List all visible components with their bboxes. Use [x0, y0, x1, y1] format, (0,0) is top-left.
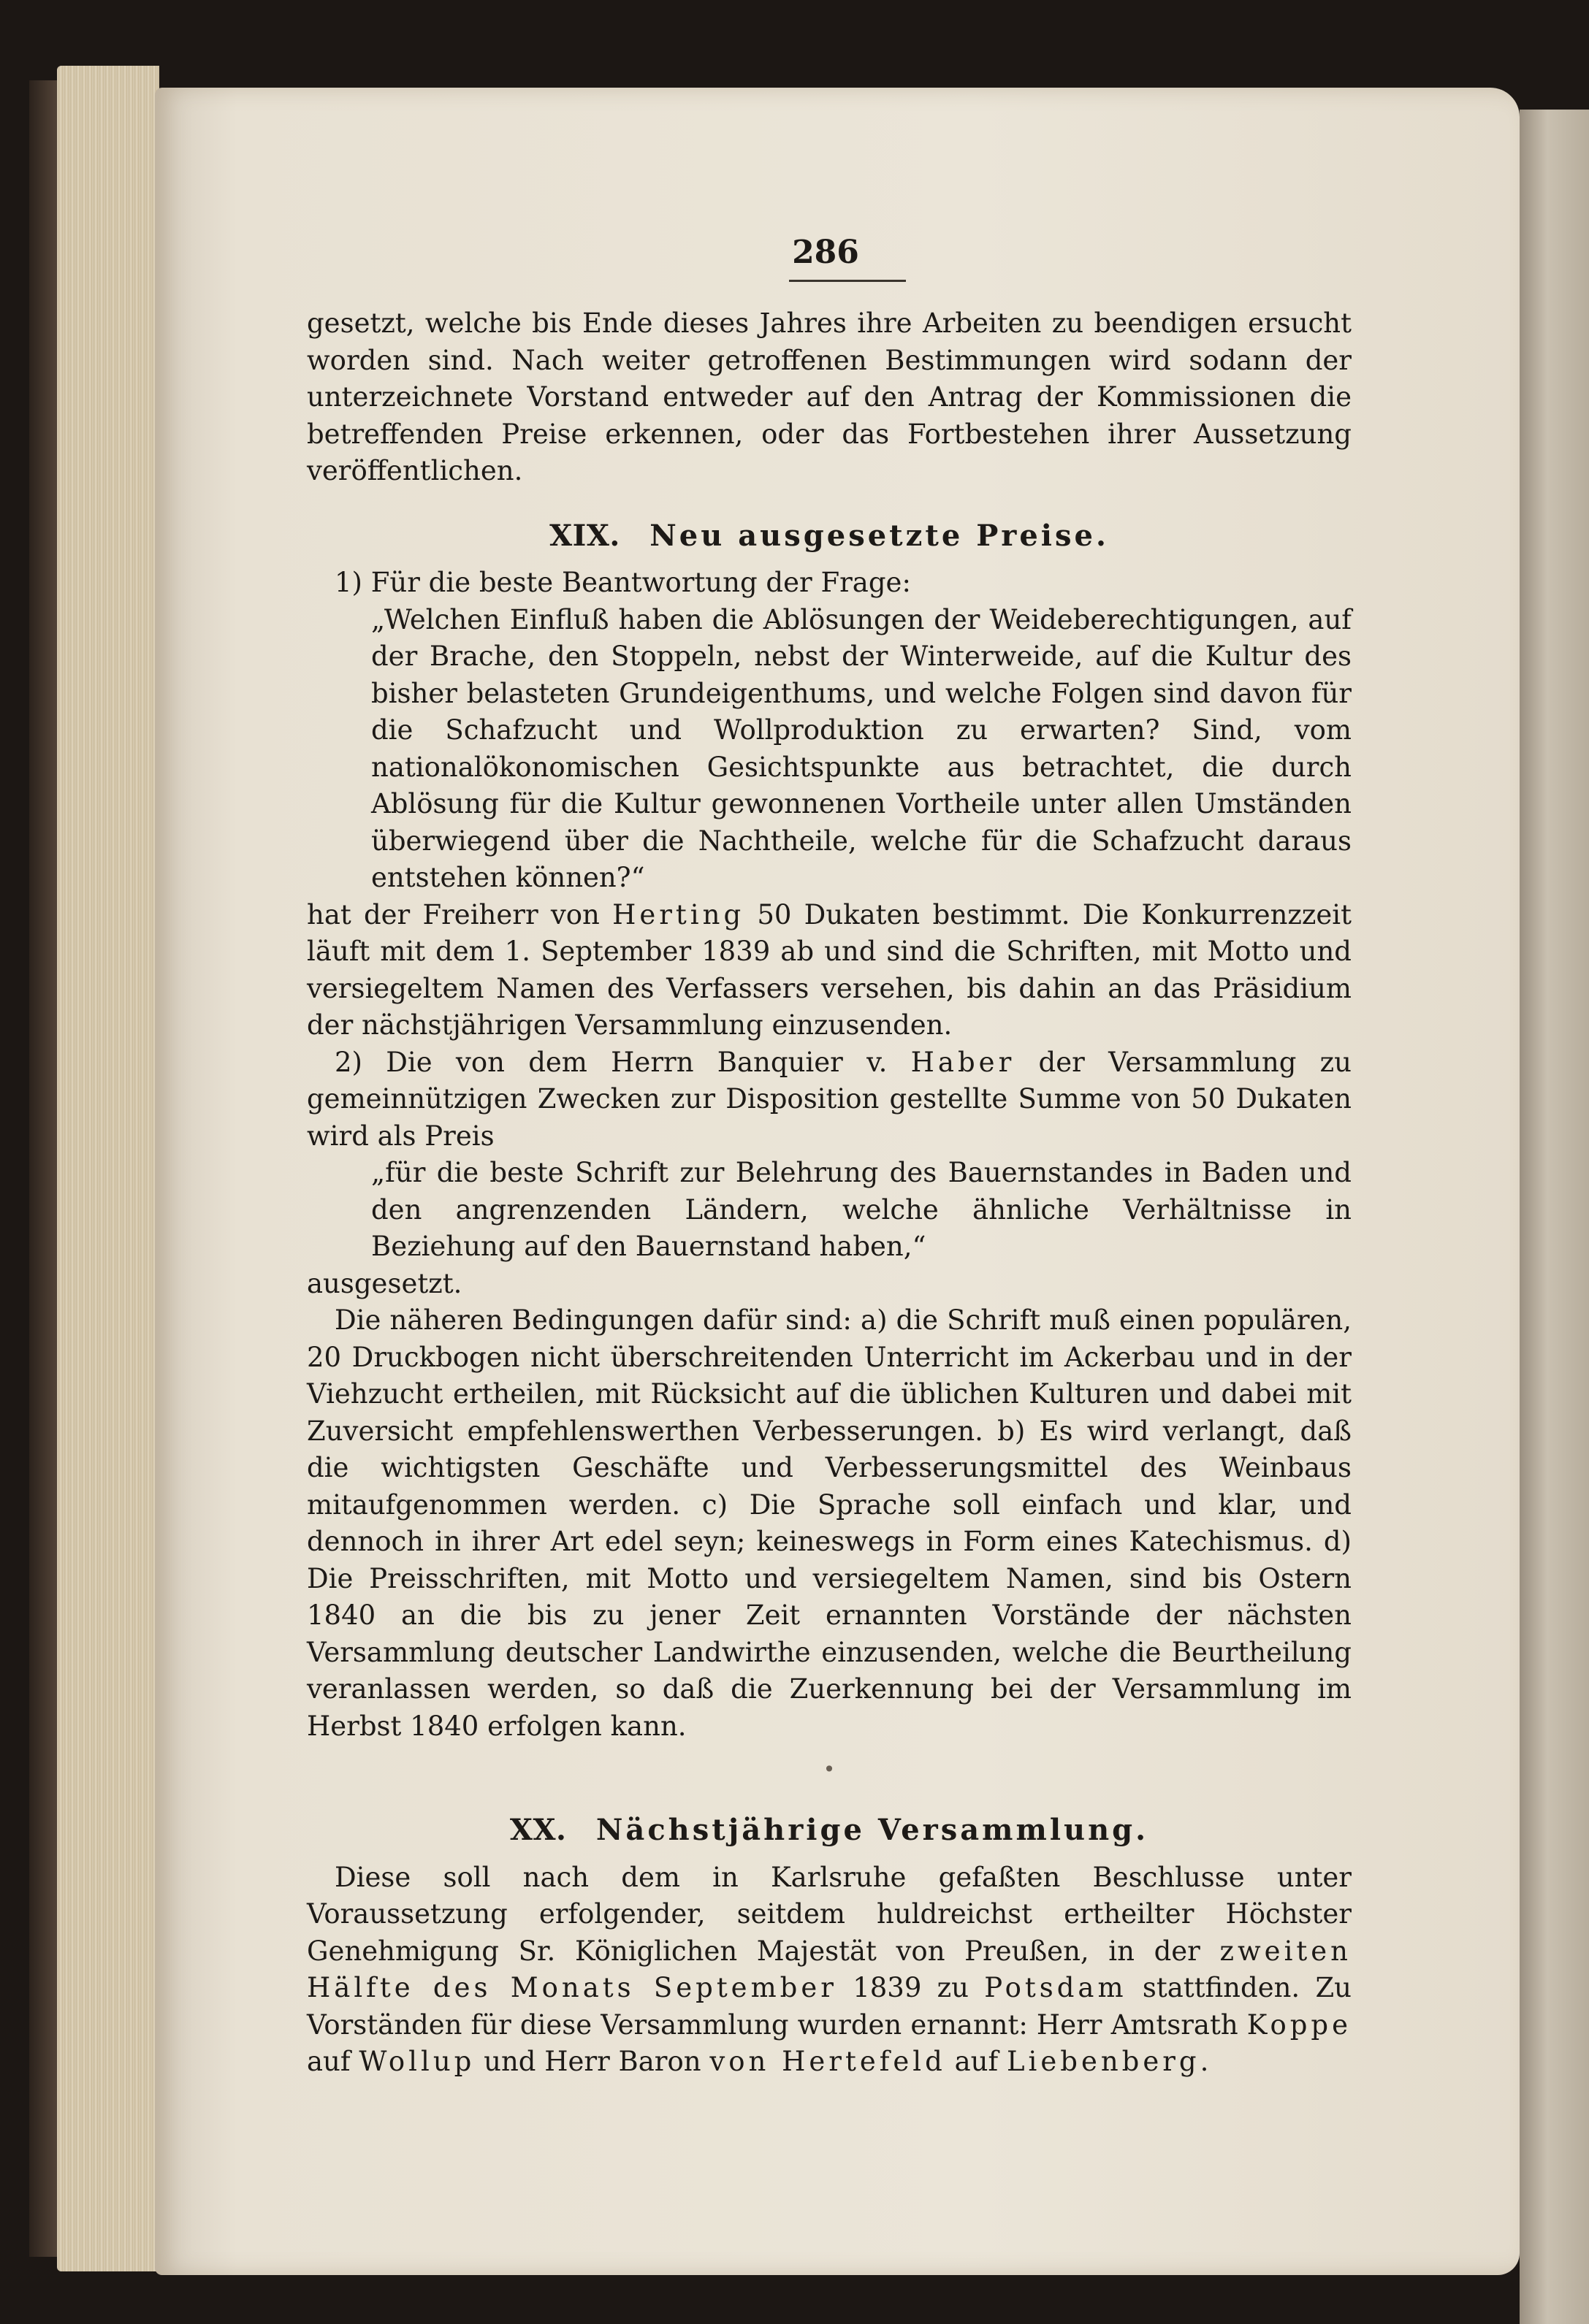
- prize-2-after: der Versammlung zu gemeinnützigen Zwecken zur Disposition gestellte Summe von 50 Dukaten wird als Preis: [307, 1046, 1352, 1152]
- intro-paragraph: gesetzt, welche bis Ende dieses Jahres ihre Arbeiten zu beendigen ersucht worden sind. Nach weiter getroffenen Bestimmungen wird sodann der unterzeichnete Vorstand entweder auf den Antrag der Kommissionen die betreffenden Preise erkennen, oder das Fortbestehen ihrer Aussetzung veröffentlichen.: [307, 307, 1352, 486]
- book-page-edges: [57, 66, 159, 2271]
- next-meeting-text-mid5: auf: [954, 2046, 999, 2077]
- prize-2-before: 2) Die von dem Herrn Banquier v.: [335, 1046, 888, 1078]
- prize-1-lead: 1) Für die beste Beantwortung der Frage:: [335, 567, 911, 598]
- next-meeting-date: zweiten Hälfte des Monats September: [307, 1935, 1352, 2003]
- page-content: [307, 305, 1352, 2081]
- prize-2-lead: [307, 1044, 1352, 1155]
- prize-1-award-before: hat der Freiherr von: [307, 898, 600, 930]
- page-number: 286: [792, 234, 859, 271]
- next-meeting-text-mid4: und Herr Baron: [484, 2046, 701, 2077]
- prize-2-topic: „für die beste Schrift zur Belehrung des Bauernstandes in Baden und den angrenzenden Ländern, welche ähnliche Verhältnisse in Beziehung auf den Bauernstand haben,“: [371, 1157, 1352, 1262]
- facing-page-edge: [1520, 110, 1589, 2324]
- prize-1-donor-name: Herting: [612, 898, 745, 930]
- next-meeting-place: Potsdam: [984, 1972, 1127, 2003]
- next-meeting-paragraph: [307, 1859, 1352, 2081]
- prize-2-donor-name: Haber: [910, 1046, 1015, 1078]
- page-number-rule: [789, 280, 906, 282]
- prize-2-conditions: Die näheren Bedingungen dafür sind: a) die Schrift muß einen populären, 20 Druckbogen nicht überschreitenden Unterricht im Ackerbau und in der Viehzucht ertheilen, mit Rücksicht auf die üblichen Kulturen und dabei mit Zuversicht empfehlenswerthen Verbesserungen. b) Es wird verlangt, daß die wichtigsten Geschäfte und Verbesserungsmittel des Weinbaus mitaufgenommen werden. c) Die Sprache soll einfach und klar, und dennoch in ihrer Art edel seyn; keineswegs in Form eines Katechismus. d) Die Preisschriften, mit Motto und versiegeltem Namen, sind bis Ostern 1840 an die bis zu jener Zeit ernannten Vorstände der nächsten Versammlung deutscher Landwirthe einzusenden, welche die Beurtheilung veranlassen werden, so daß die Zuerkennung bei der Versammlung im Herbst 1840 erfolgen kann.: [307, 1304, 1352, 1742]
- prize-1-award: [307, 897, 1352, 1044]
- next-meeting-text-before: Diese soll nach dem in Karlsruhe gefaßten Beschlusse unter Voraussetzung erfolgender, seitdem huldreichst ertheilter Höchster Genehmigung Sr. Königlichen Majestät von Preußen, in der: [307, 1861, 1352, 1967]
- board-member-koppe: Koppe: [1246, 2008, 1352, 2041]
- prize-1-award-after: 50 Dukaten bestimmt. Die Konkurrenzzeit läuft mit dem 1. September 1839 ab und sind die Schriften, mit Motto und versiegeltem Namen des Verfassers versehen, bis dahin an das Präsidium der nächstjährigen Versammlung einzusenden.: [307, 898, 1352, 1041]
- section-divider-dot: •: [823, 1757, 836, 1781]
- section-xix-title: Neu ausgesetzte Preise.: [649, 518, 1109, 553]
- next-meeting-text-mid1: 1839 zu: [853, 1972, 969, 2003]
- prize-2-tail: ausgesetzt.: [307, 1267, 462, 1299]
- place-wollup: Wollup: [359, 2046, 476, 2077]
- board-member-hertefeld: von Hertefeld: [709, 2046, 946, 2077]
- section-xx-heading: [307, 1812, 1352, 1849]
- place-liebenberg: Liebenberg: [1006, 2046, 1200, 2077]
- next-meeting-text-end: .: [1200, 2046, 1209, 2077]
- prize-1-question: „Welchen Einfluß haben die Ablösungen der Weideberechtigungen, auf der Brache, den Stoppeln, nebst der Winterweide, auf die Kultur des bisher belasteten Grundeigenthums, und welche Folgen sind davon für die Schafzucht und Wollproduktion zu erwarten? Sind, vom nationalökonomischen Gesichtspunkte aus betrachtet, die durch Ablösung für die Kultur gewonnenen Vortheile unter allen Umständen überwiegend über die Nachtheile, welche für die Schafzucht daraus entstehen können?“: [371, 603, 1352, 893]
- section-xx-numeral: XX.: [509, 1813, 567, 1847]
- next-meeting-text-mid3: auf: [307, 2046, 351, 2077]
- section-xix-numeral: XIX.: [549, 518, 620, 553]
- next-meeting-text-mid2: stattfinden. Zu Vorständen für diese Versammlung wurden ernannt: Herr Amtsrath: [307, 1972, 1352, 2041]
- section-xx-title: Nächstjährige Versammlung.: [595, 1813, 1149, 1847]
- section-xix-heading: [307, 518, 1352, 555]
